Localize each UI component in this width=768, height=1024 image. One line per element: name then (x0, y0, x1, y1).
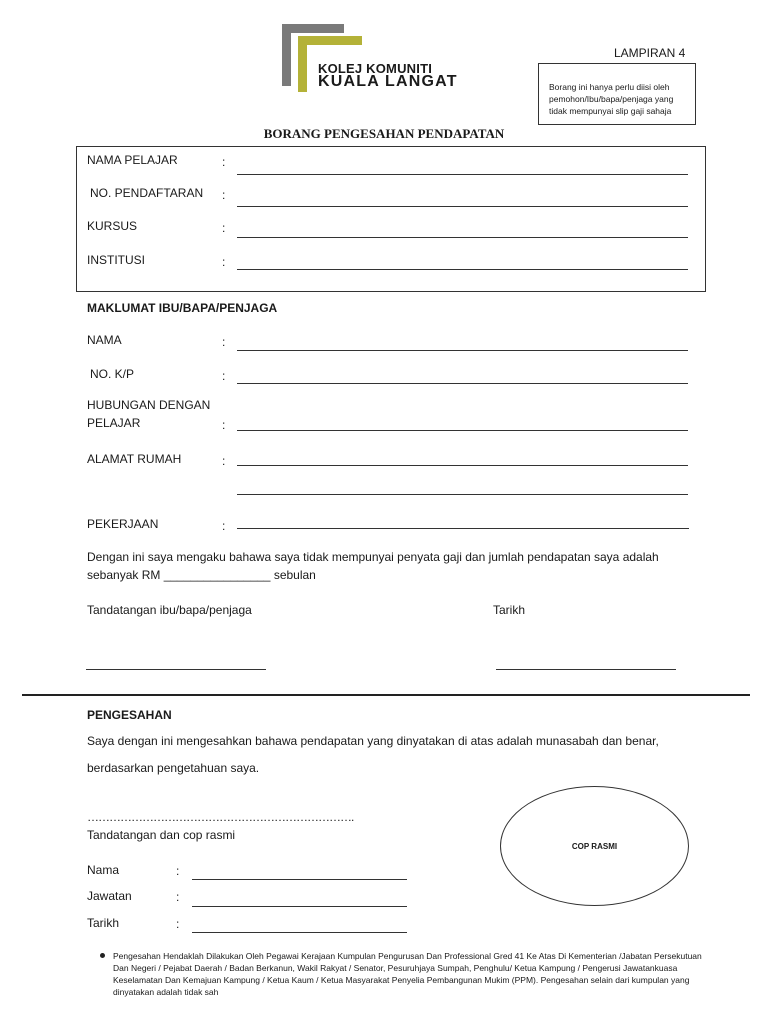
home-address-field-line1[interactable] (237, 465, 688, 466)
institution-field[interactable] (237, 269, 688, 270)
signature-date-line[interactable] (496, 669, 676, 670)
section-divider (22, 694, 750, 696)
course-label: KURSUS (87, 219, 138, 233)
officer-name-field[interactable] (192, 879, 407, 880)
colon: : (222, 418, 226, 432)
ic-number-field[interactable] (237, 383, 688, 384)
note-box (538, 63, 696, 125)
officer-date-label: Tarikh (87, 916, 120, 930)
home-address-label: ALAMAT RUMAH (87, 452, 182, 466)
institution-label: INSTITUSI (87, 253, 146, 267)
parent-name-label: NAMA (87, 333, 122, 347)
note-line-1: Borang ini hanya perlu diisi oleh (549, 82, 670, 92)
colon: : (222, 221, 226, 235)
colon: : (222, 335, 226, 349)
colon: : (222, 369, 226, 383)
parent-name-field[interactable] (237, 350, 688, 351)
signature-dots: ………………………………………………………………. (87, 810, 354, 824)
occupation-label: PEKERJAAN (87, 517, 159, 531)
colon: : (222, 454, 226, 468)
footnote-text: Pengesahan Hendaklah Dilakukan Oleh Pegawai Kerajaan Kumpulan Pengurusan Dan Professional Gred 41 Ke Atas Di Kementerian /Jabatan Persekutuan Dan Negeri / Pejabat Daerah / Badan Berkanun, Wakil Rakyat / Senator, Pesuruhjaya Sumpah, Penghulu/ Ketua Kampung / Pengerusi Jawatankuasa Keselamatan Dan Kemajuan Kampung / Ketua Kaum / Ketua Masyarakat Penyelia Pembangunan Mukim (PPM). Pengesahan selain dari kumpulan yang dinyatakan adalah tidak sah (113, 951, 702, 997)
ic-number-label: NO. K/P (90, 367, 135, 381)
logo-gray-bracket-top (282, 24, 344, 33)
declaration-line2: sebanyak RM ________________ sebulan (87, 568, 316, 582)
student-name-label: NAMA PELAJAR (87, 153, 178, 167)
verification-heading: PENGESAHAN (87, 708, 172, 722)
colon: : (176, 917, 180, 931)
colon: : (176, 864, 180, 878)
signature-date-label: Tarikh (493, 603, 526, 617)
colon: : (222, 255, 226, 269)
note-line-3: tidak mempunyai slip gaji sahaja (549, 106, 672, 116)
student-name-field[interactable] (237, 174, 688, 175)
bullet-icon (100, 953, 105, 958)
colon: : (222, 519, 226, 533)
relationship-label-line1: HUBUNGAN DENGAN (87, 398, 211, 412)
officer-name-label: Nama (87, 863, 120, 877)
appendix-label: LAMPIRAN 4 (614, 46, 686, 60)
course-field[interactable] (237, 237, 688, 238)
declaration-line1: Dengan ini saya mengaku bahawa saya tidak mempunyai penyata gaji dan jumlah pendapatan saya adalah (87, 550, 659, 564)
colon: : (176, 890, 180, 904)
parent-info-heading: MAKLUMAT IBU/BAPA/PENJAGA (87, 301, 278, 315)
officer-date-field[interactable] (192, 932, 407, 933)
relationship-field[interactable] (237, 430, 688, 431)
official-stamp-area[interactable] (500, 786, 689, 906)
note-line-2: pemohon/Ibu/bapa/penjaga yang (549, 94, 674, 104)
logo-text-line2: KUALA LANGAT (318, 73, 458, 90)
student-info-box (76, 146, 706, 292)
home-address-field-line2[interactable] (237, 494, 688, 495)
logo-olive-bracket-side (298, 36, 307, 92)
form-title: BORANG PENGESAHAN PENDAPATAN (263, 126, 505, 141)
verification-text-line1: Saya dengan ini mengesahkan bahawa pendapatan yang dinyatakan di atas adalah munasabah dan benar, (87, 734, 659, 748)
parent-signature-label: Tandatangan ibu/bapa/penjaga (87, 603, 252, 617)
colon: : (222, 155, 226, 169)
registration-no-label: NO. PENDAFTARAN (90, 186, 204, 200)
relationship-label-line2: PELAJAR (87, 416, 141, 430)
official-signature-label: Tandatangan dan cop rasmi (87, 828, 236, 842)
logo-text-line1: KOLEJ KOMUNITI (318, 61, 433, 76)
logo-gray-bracket-side (282, 24, 291, 86)
colon: : (222, 188, 226, 202)
verification-text-line2: berdasarkan pengetahuan saya. (87, 761, 260, 775)
official-stamp-label: COP RASMI (571, 841, 618, 851)
officer-position-label: Jawatan (87, 889, 132, 903)
logo-olive-bracket-top (298, 36, 362, 45)
registration-no-field[interactable] (237, 206, 688, 207)
parent-signature-line[interactable] (86, 669, 266, 670)
officer-position-field[interactable] (192, 906, 407, 907)
occupation-field[interactable] (237, 528, 689, 529)
